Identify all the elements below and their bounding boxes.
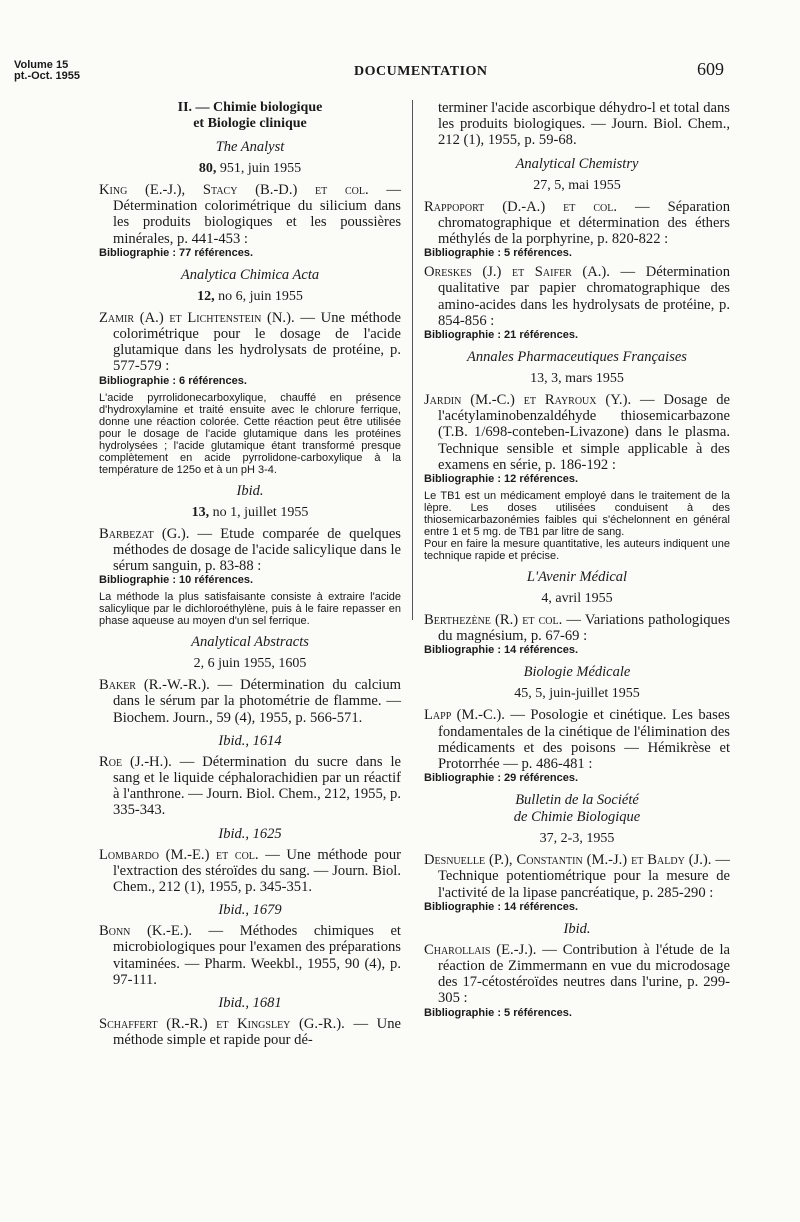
journal-title: Analytical Chemistry	[515, 155, 639, 172]
entry	[99, 847, 401, 896]
issue-line: 2, 6 juin 1955, 1605	[193, 656, 307, 672]
running-title: DOCUMENTATION	[354, 64, 488, 79]
entry-text: — Posologie et cinétique. Les bases fondamentales de la cinétique de l'élimination des médicaments et des poisons — Hémikrèse et Protorrhée — p. 486-481 :	[438, 707, 730, 773]
journal-title: Biologie Médicale	[523, 664, 631, 681]
journal-title: Ibid., 1625	[218, 825, 282, 842]
date-line: pt.-Oct. 1955	[14, 70, 81, 82]
entry-authors: Oreskes (J.) et Saifer (A.).	[424, 264, 610, 281]
entry-authors: Jardin (M.-C.) et Rayroux (Y.).	[424, 392, 632, 409]
entry-authors: Berthezène (R.) et col.	[424, 612, 563, 629]
left-column	[99, 100, 401, 1048]
entry	[99, 526, 401, 575]
journal-title: Analytica Chimica Acta	[180, 266, 320, 283]
issue-line: 13, no 1, juillet 1955	[191, 504, 309, 520]
entry-authors: Barbezat (G.).	[99, 525, 190, 542]
page-number: 609	[697, 59, 724, 79]
abstract-paragraph: Le TB1 est un médicament employé dans le traitement de la lèpre. Les doses utilisées conduisent à des thiosemicarbazonémies faibles qui s'échelonnent en général entre 1 et 5 mg. de TB1 par litre de sang.	[424, 490, 730, 539]
abstract-paragraph: Pour en faire la mesure quantitative, les auteurs indiquent une technique rapide et précise.	[424, 538, 730, 563]
section-heading-line: et Biologie clinique	[193, 116, 307, 131]
journal-title: Ibid.	[236, 482, 264, 499]
entry-text: — Dosage de l'acétylaminobenzaldéhyde thiosemicarbazone (T.B. 1/698-conteben-Livazone) dans le plasma. Technique sensible et simple applicable à des examens en série, p. 186-192 :	[438, 392, 730, 473]
entry	[424, 707, 730, 772]
entry-authors: Baker (R.-W.-R.).	[99, 677, 210, 694]
issue-line: 12, no 6, juin 1955	[197, 288, 303, 304]
journal-title: Ibid., 1681	[218, 995, 282, 1012]
entry-authors: Bonn (K.-E.).	[99, 923, 192, 940]
entry	[99, 182, 401, 247]
entry-text: — Etude comparée de quelques méthodes de dosage de l'acide salicylique dans le sérum sanguin, p. 83-88 :	[113, 525, 401, 575]
entry	[99, 754, 401, 819]
entry-continuation: terminer l'acide ascorbique déhydro-l et total dans les produits biologiques. — Journ. Biol. Chem., 212 (1), 1955, p. 59-68.	[438, 100, 730, 149]
entry-text: — Détermination colorimétrique du silicium dans les produits biologiques et les poussières minérales, p. 441-453 :	[113, 182, 401, 247]
entry-authors: Desnuelle (P.), Constantin (M.-J.) et Baldy (J.).	[424, 852, 712, 869]
journal-title: Ibid., 1614	[218, 732, 282, 749]
entry	[99, 923, 401, 988]
entry	[424, 852, 730, 901]
entry	[424, 264, 730, 329]
journal-title: L'Avenir Médical	[526, 569, 628, 586]
entry-authors: Charollais (E.-J.).	[424, 941, 537, 958]
entry	[99, 310, 401, 375]
volume-line: Volume 15	[14, 59, 69, 71]
entry-text: — Détermination qualitative par papier chromatographique des amino-acides dans les hydrolysats de protéine, p. 854-856 :	[438, 264, 730, 329]
entry-authors: Roe (J.-H.).	[99, 753, 172, 770]
entry-abstract: L'acide pyrrolidonecarboxylique, chauffé en présence d'hydroxylamine et traité ensuite avec le chlorure ferrique, donne une réaction colorée. Cette réaction peut être utilisée pour le dosage de l'acide glutamique dans les protéines hydrolysées ; l'acide glutamique étant transformé presque complètement en acide pyrrolidone-carboxylique à la température de 125o et à un pH 3-4.	[99, 391, 401, 476]
entry-text: — Méthodes chimiques et microbiologiques pour l'examen des préparations vitaminées. — Pharm. Weekbl., 1955, 90 (4), p. 97-111.	[113, 923, 401, 988]
bibliography-count: Bibliographie : 21 références.	[424, 329, 579, 342]
entry-text: — Variations pathologiques du magnésium, p. 67-69 :	[438, 612, 731, 645]
bibliography-count: Bibliographie : 77 références.	[99, 246, 254, 259]
entry-text: — Séparation chromatographique et détermination des éthers méthylés de la porphyrine, p. 820-822 :	[438, 198, 730, 248]
bibliography-count: Bibliographie : 5 références.	[424, 247, 572, 260]
entry-text: — Une méthode simple et rapide pour dé-	[113, 1016, 401, 1049]
entry-authors: Lombardo (M.-E.) et col.	[99, 846, 259, 863]
bibliography-count: Bibliographie : 5 références.	[424, 1006, 572, 1019]
entry-text: — Détermination du sucre dans le sang et le liquide céphalorachidien par un réactif à l'anthrone. — Journ. Biol. Chem., 212, 1955, p. 335-343.	[113, 753, 401, 819]
issue-line: 80, 951, juin 1955	[198, 161, 302, 176]
journal-title: Annales Pharmaceutiques Françaises	[467, 349, 687, 366]
entry-text: — Une méthode pour l'extraction des stéroïdes du sang. — Journ. Biol. Chem., 212 (1), 1955, p. 345-351.	[113, 846, 401, 896]
entry-authors: Schaffert (R.-R.) et Kingsley (G.-R.).	[99, 1016, 345, 1033]
entry-abstract: La méthode la plus satisfaisante consiste à extraire l'acide salicylique par le dichloroéthylène, puis à le faire repasser en phase aqueuse au moyen d'un sel ferrique.	[99, 591, 401, 628]
entry-text: — Une méthode colorimétrique pour le dosage de l'acide glutamique dans les hydrolysats de protéine, p. 577-579 :	[113, 309, 401, 375]
section-heading-line: II. — Chimie biologique	[177, 100, 323, 115]
column-divider	[412, 100, 413, 620]
bibliography-count: Bibliographie : 12 références.	[424, 473, 579, 486]
bibliography-count: Bibliographie : 29 références.	[424, 772, 579, 785]
journal-title-line: Bulletin de la Société	[515, 792, 639, 809]
entry-text: — Contribution à l'étude de la réaction de Zimmermann en vue du microdosage des 17-cétostéroïdes neutres dans l'urine, p. 299-305 :	[438, 941, 730, 1007]
entry	[424, 199, 730, 248]
issue-line: 37, 2-3, 1955	[539, 831, 615, 847]
entry-authors: King (E.-J.), Stacy (B.-D.) et col.	[99, 182, 369, 198]
bibliography-count: Bibliographie : 14 références.	[424, 900, 579, 913]
journal-title: Ibid., 1679	[218, 902, 282, 919]
journal-title: Ibid.	[563, 920, 591, 937]
entry	[99, 1016, 401, 1048]
entry	[424, 392, 730, 473]
volume-label	[14, 60, 80, 82]
section-heading	[99, 100, 401, 132]
entry	[424, 612, 730, 644]
entry-text: — Détermination du calcium dans le sérum par la photométrie de flamme. — Biochem. Journ., 59 (4), 1955, p. 566-571.	[113, 677, 401, 726]
journal-title: Analytical Abstracts	[191, 634, 309, 651]
entry-authors: Lapp (M.-C.).	[424, 707, 505, 724]
issue-line: 13, 3, mars 1955	[530, 371, 624, 387]
right-column	[424, 100, 730, 1024]
journal-title: The Analyst	[215, 139, 285, 155]
bibliography-count: Bibliographie : 14 références.	[424, 644, 579, 657]
entry-abstract	[424, 490, 730, 562]
journal-title	[424, 792, 730, 826]
entry	[424, 942, 730, 1007]
bibliography-count: Bibliographie : 10 références.	[99, 574, 254, 587]
entry	[99, 677, 401, 726]
issue-line: 45, 5, juin-juillet 1955	[514, 686, 640, 702]
issue-line: 27, 5, mai 1955	[533, 177, 621, 193]
entry-authors: Rappoport (D.-A.) et col.	[424, 198, 618, 215]
journal-title-line: de Chimie Biologique	[513, 809, 641, 826]
entry-text: — Technique potentiométrique pour la mesure de l'activité de la lipase pancréatique, p. 285-290 :	[438, 852, 731, 901]
bibliography-count: Bibliographie : 6 références.	[99, 374, 247, 387]
entry-authors: Zamir (A.) et Lichtenstein (N.).	[99, 309, 295, 326]
issue-line: 4, avril 1955	[541, 591, 613, 607]
